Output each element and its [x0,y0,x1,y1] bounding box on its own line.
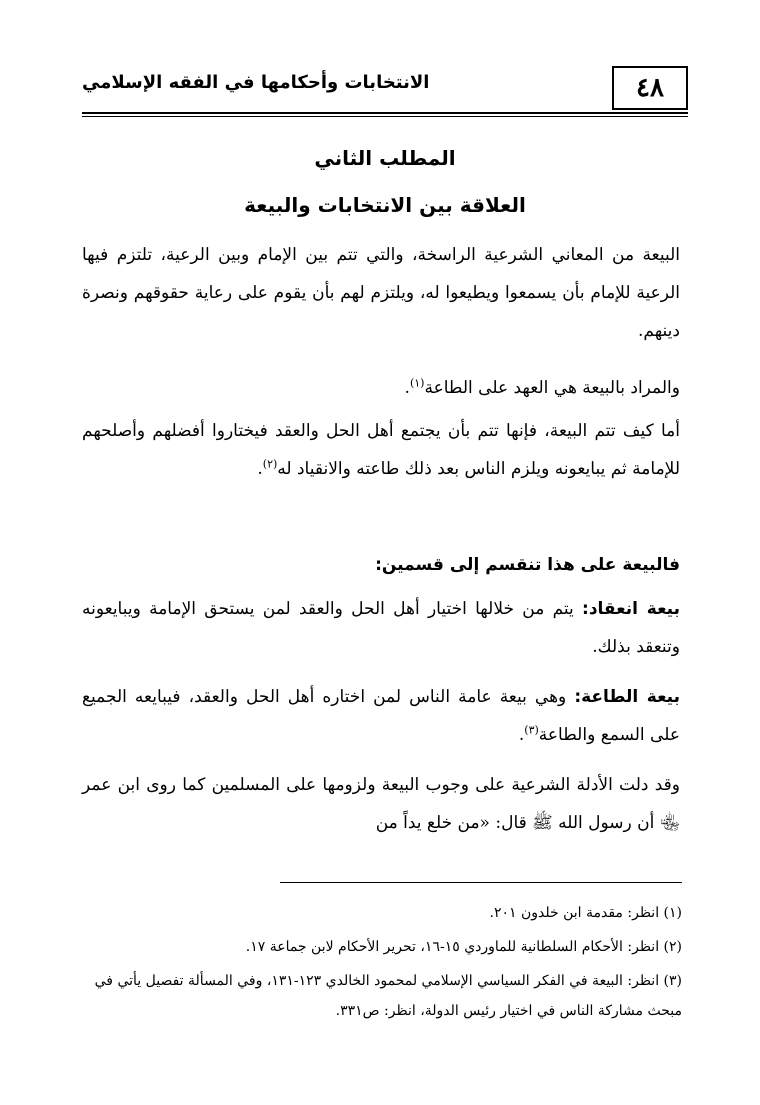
paragraph-5-label: بيعة انعقاد: [582,599,680,619]
paragraph-2-end: . [404,378,410,398]
paragraph-4: فالبيعة على هذا تنقسم إلى قسمين: [375,555,680,575]
footnote-1: (١) انظر: مقدمة ابن خلدون ٢٠١. [489,905,682,921]
paragraph-6 [82,678,680,754]
paragraph-6-text: وهي بيعة عامة الناس لمن اختاره أهل الحل والعقد، فيبايعه الجميع على السمع والطاعة [82,687,680,745]
footnote-separator [280,882,682,883]
paragraph-2 [82,369,680,407]
paragraph-2-text: والمراد بالبيعة هي العهد على الطاعة [424,378,680,398]
footnote-ref-2[interactable]: (٢) [262,457,278,471]
paragraph-7: وقد دلت الأدلة الشرعية على وجوب البيعة ولزومها على المسلمين كما روى ابن عمر ﵄ أن رسول الله ﷺ قال: «من خلع يداً من [82,775,680,833]
paragraph-3-text: أما كيف تتم البيعة، فإنها تتم بأن يجتمع أهل الحل والعقد فيختاروا أفضلهم وأصلحهم للإمامة ثم يبايعونه ويلزم الناس بعد ذلك طاعته والانقياد له [82,421,680,479]
running-title: الانتخابات وأحكامها في الفقه الإسلامي [82,72,430,93]
header-rule-thin [82,116,688,117]
footnote-ref-1[interactable]: (١) [409,376,425,390]
paragraph-6-label: بيعة الطاعة: [574,687,680,707]
footnote-2: (٢) انظر: الأحكام السلطانية للماوردي ١٥-١٦، تحرير الأحكام لابن جماعة ١٧. [245,939,682,955]
section-title: العلاقة بين الانتخابات والبيعة [244,193,526,217]
paragraph-5-text: يتم من خلالها اختيار أهل الحل والعقد لمن يستحق الإمامة ويبايعونه وتنعقد بذلك. [82,599,680,657]
paragraph-3 [82,412,680,488]
paragraph-6-end: . [518,725,525,745]
header-rule [82,112,688,114]
paragraph-1: البيعة من المعاني الشرعية الراسخة، والتي تتم بين الإمام وبين الرعية، تلتزم فيها الرعية للإمام بأن يسمعوا ويطيعوا له، ويلتزم لهم بأن يقوم على رعاية حقوقهم ونصرة دينهم. [82,245,680,341]
footnote-3: (٣) انظر: البيعة في الفكر السياسي الإسلامي لمحمود الخالدي ١٢٣-١٣١، وفي المسألة تفصيل يأتي في مبحث مشاركة الناس في اختيار رئيس الدولة، انظر: ص٣٣١. [94,973,682,1019]
paragraph-5 [82,590,680,666]
section-heading: المطلب الثاني [314,146,456,170]
page-number: ٤٨ [612,66,688,110]
page-header [82,66,688,118]
footnote-ref-3[interactable]: (٣) [524,723,539,737]
paragraph-3-end: . [257,459,263,479]
